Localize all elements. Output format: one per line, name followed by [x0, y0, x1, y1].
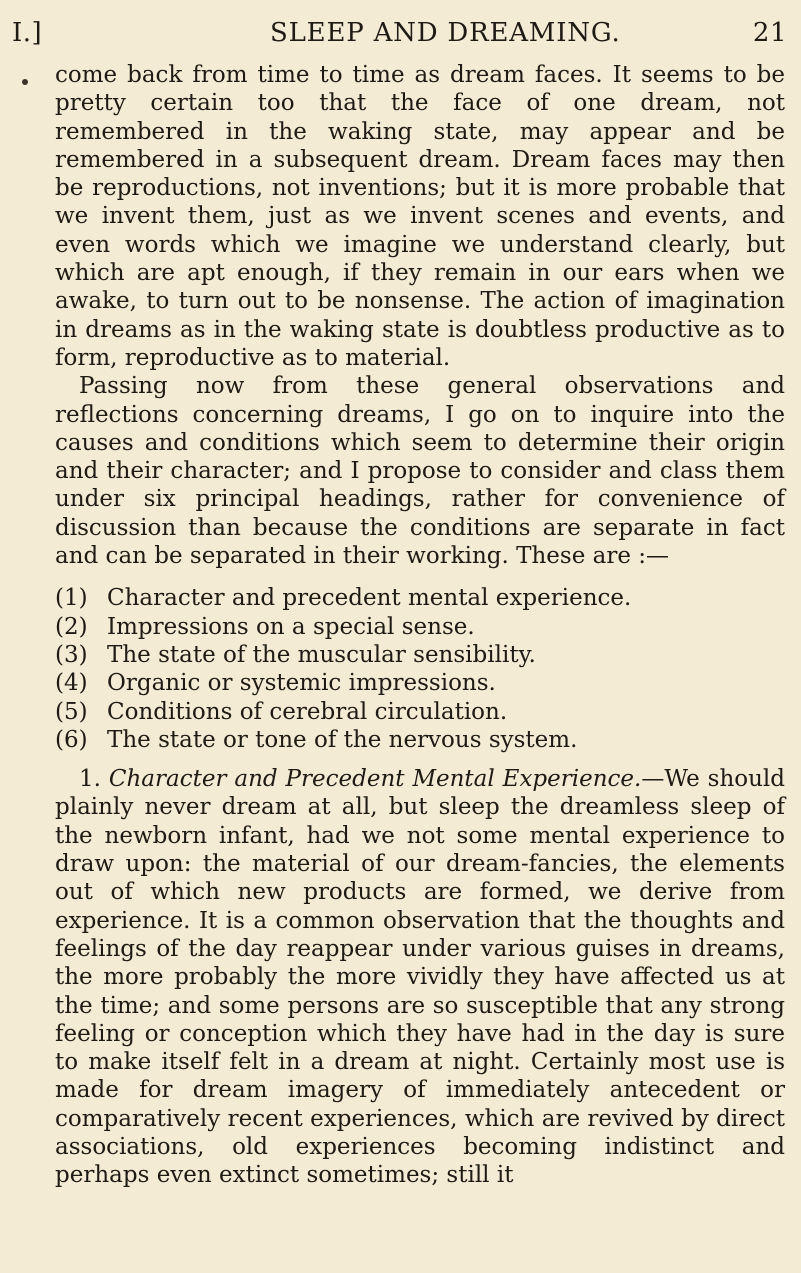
running-title: SLEEP AND DREAMING.: [270, 18, 621, 48]
section-body: —We should plainly never dream at all, but sleep the dreamless sleep of the newborn infant, had we not some mental experience to draw upon: the material of our dream-fancies, the elements out of which new products are formed, we derive from experience. It is a common observation that the thoughts and feelings of the day reappear under various guises in dreams, the more probably the more vividly they have affected us at the time; and some persons are so susceptible that any strong feeling or conception which they have had in the day is sure to make itself felt in a dream at night. Certainly most use is made for dream imagery of immediately antecedent or comparatively recent experiences, which are revived by direct associations, old experiences becoming indistinct and perhaps even extinct sometimes; still it: [55, 766, 786, 1189]
list-item: [55, 641, 785, 669]
list-item-number: (4): [55, 670, 88, 697]
running-head: [12, 18, 787, 52]
list-item-number: (6): [55, 726, 88, 753]
list-item-number: (3): [55, 641, 88, 668]
list-item: [55, 613, 785, 641]
list-item-number: (2): [55, 613, 88, 640]
page-number: 21: [752, 18, 787, 48]
list-item: [55, 584, 785, 612]
margin-mark: [22, 79, 28, 85]
section-heading: Character and Precedent Mental Experience.: [108, 766, 642, 793]
list-item-number: (1): [55, 585, 88, 612]
list-item-text: The state of the muscular sensibility.: [107, 641, 536, 668]
list-item: [55, 669, 785, 697]
paragraph-2: Passing now from these general observations and reflections concerning dreams, I go on to inquire into the causes and conditions which seem to determine their origin and their character; and I propose to consider and class them under six principal headings, rather for convenience of discussion than because the conditions are separate in fact and can be separated in their working. These are :—: [55, 373, 785, 570]
body-text: [55, 61, 785, 1190]
list-item: [55, 698, 785, 726]
list-item-text: Conditions of cerebral circulation.: [107, 698, 508, 725]
list-item-text: The state or tone of the nervous system.: [107, 726, 578, 753]
list-item-number: (5): [55, 698, 88, 725]
list-item-text: Organic or systemic impressions.: [107, 670, 496, 697]
section-1-paragraph: [55, 765, 785, 1189]
list-item-text: Impressions on a special sense.: [107, 613, 475, 640]
list-item: [55, 726, 785, 754]
chapter-number: I.]: [12, 18, 43, 48]
list-item-text: Character and precedent mental experience.: [107, 585, 632, 612]
conditions-list: [55, 584, 785, 754]
section-number: 1.: [79, 766, 101, 793]
paragraph-1: come back from time to time as dream faces. It seems to be pretty certain too that the face of one dream, not remembered in the waking state, may appear and be remembered in a subsequent dream. Dream faces may then be reproductions, not inventions; but it is more probable that we invent them, just as we invent scenes and events, and even words which we imagine we understand clearly, but which are apt enough, if they remain in our ears when we awake, to turn out to be nonsense. The action of imagination in dreams as in the waking state is doubtless productive as to form, reproductive as to material.: [55, 62, 785, 371]
